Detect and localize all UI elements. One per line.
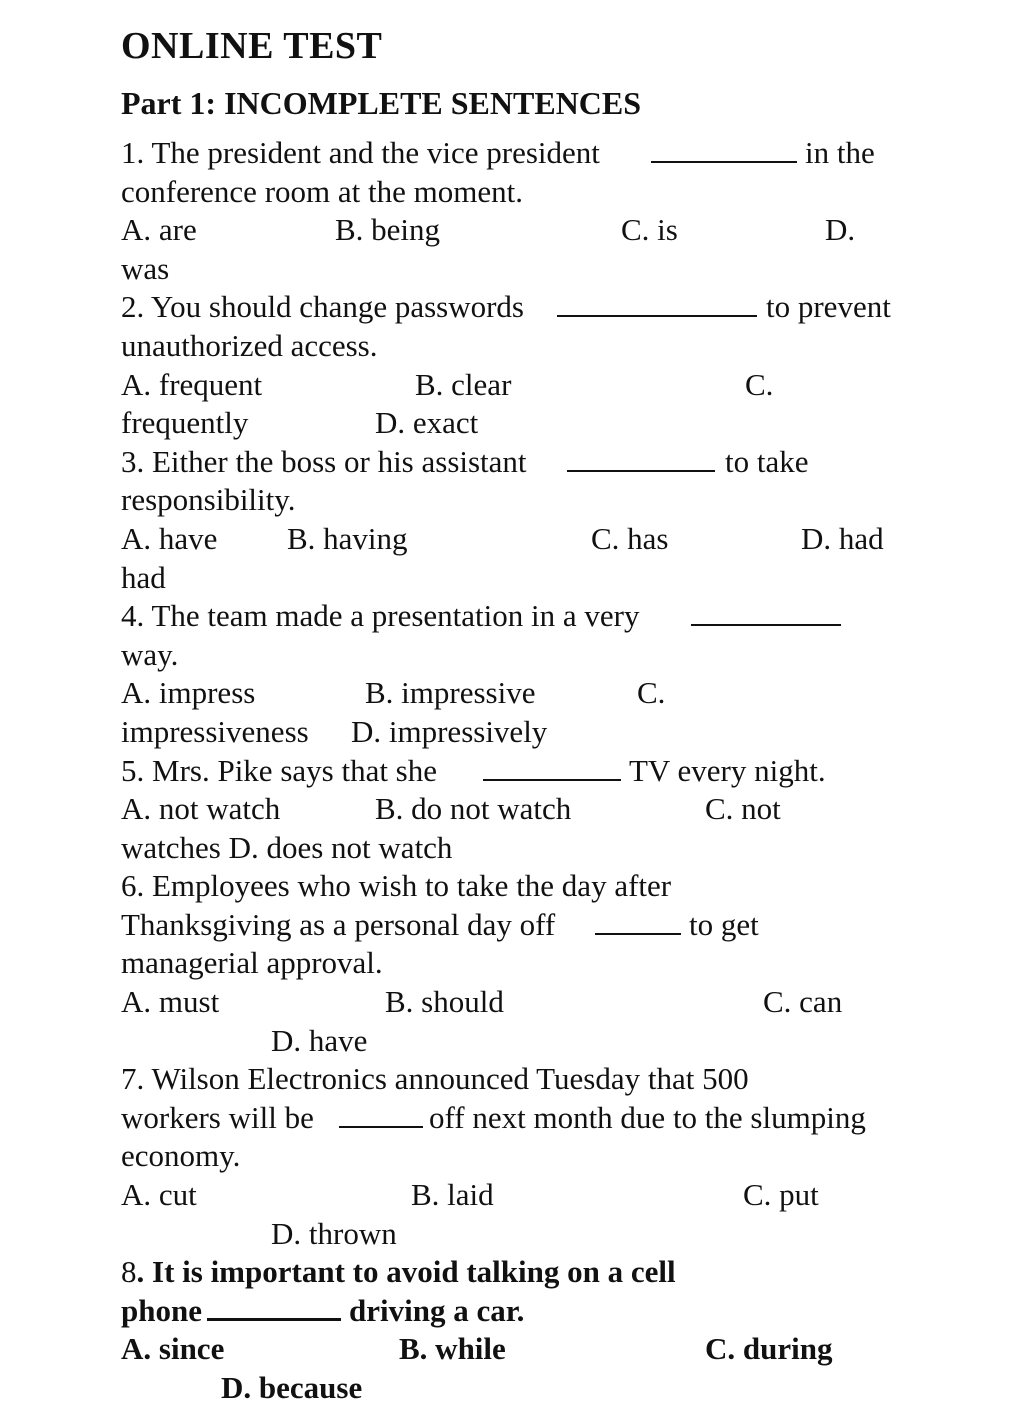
question-8-line-2 [121,1292,911,1331]
question-3-text-end: to take [725,443,809,479]
question-8-options-wrap [121,1369,911,1408]
question-7-options-wrap [121,1215,911,1254]
question-4-line-2 [121,636,911,675]
question-5-text: 5. Mrs. Pike says that she [121,752,438,788]
question-7-line-2 [121,1099,911,1138]
answer-blank [595,909,681,935]
answer-blank [691,600,841,626]
option-b: B. being [335,212,441,248]
question-6-text-final: managerial approval. [121,945,383,981]
option-c-text: watches [121,829,221,865]
option-d: D. impressively [351,713,548,749]
option-a: A. must [121,984,220,1020]
option-d: D. does not watch [228,829,453,865]
option-a: A. frequent [121,366,263,402]
option-c: C. [745,366,774,402]
option-c: C. has [591,520,669,556]
question-3-options [121,520,911,559]
question-2-options-wrap [121,404,911,443]
option-d: D. had [801,520,884,556]
question-7-text-cont: workers will be [121,1099,314,1135]
question-5-options [121,790,911,829]
option-d: D. have [271,1022,368,1058]
question-3-options-wrap [121,559,911,598]
answer-blank [207,1294,341,1321]
option-d: D. exact [375,405,479,441]
option-b: B. while [399,1331,506,1367]
question-6-text: 6. Employees who wish to take the day after [121,868,672,904]
question-1-options-wrap [121,250,911,289]
question-6-text-end: to get [689,906,759,942]
test-sheet [121,22,911,1408]
question-6-line-3 [121,944,911,983]
question-3-line-2 [121,481,911,520]
question-2-text: 2. You should change passwords [121,289,524,325]
question-5-text-end: TV every night. [629,752,826,788]
option-a: A. impress [121,675,256,711]
question-2-options [121,366,911,405]
option-c: C. [637,675,666,711]
question-2-line-1 [121,288,911,327]
question-7-line-3 [121,1137,911,1176]
option-c: C. can [763,984,843,1020]
answer-blank [339,1102,423,1128]
question-7-line-1 [121,1060,911,1099]
question-1-line-2 [121,173,911,212]
question-3-text-cont: responsibility. [121,482,296,518]
option-c-text: frequently [121,405,249,441]
question-1-text-end: in the [805,135,875,170]
question-7-text-final: economy. [121,1138,241,1174]
question-4-text: 4. The team made a presentation in a very [121,598,640,634]
option-a: A. cut [121,1177,197,1213]
option-b: B. clear [415,366,512,402]
question-2-text-end: to prevent [766,289,891,325]
option-b: B. impressive [365,675,536,711]
question-8-number: 8 [121,1254,137,1290]
option-b: B. laid [411,1177,494,1213]
question-6-options [121,983,911,1022]
question-8-text-cont: phone [121,1292,202,1328]
option-c: C. during [705,1331,833,1367]
question-5-options-wrap [121,829,911,868]
option-a: A. are [121,212,197,248]
option-c: C. put [743,1177,819,1213]
answer-blank [483,755,621,781]
question-6-line-1 [121,867,911,906]
question-4-options-wrap [121,713,911,752]
part-heading: Part 1: INCOMPLETE SENTENCES [121,85,642,121]
question-8-text: . It is important to avoid talking on a cell [136,1254,676,1290]
question-1-options [121,211,911,250]
question-1-text-cont: conference room at the moment. [121,173,523,209]
option-b: B. do not watch [375,791,572,827]
question-7-text-mid: off next month due to the slumping [429,1099,866,1135]
question-6-text-cont: Thanksgiving as a personal day off [121,906,556,942]
question-4-text-cont: way. [121,636,179,672]
answer-blank [567,446,715,472]
question-8-options [121,1330,911,1369]
option-a: A. have [121,520,218,556]
option-c: C. not [705,791,781,827]
question-4-line-1 [121,597,911,636]
option-d: D. because [221,1370,363,1405]
option-a: A. not watch [121,791,281,827]
question-5-line-1 [121,752,911,791]
option-d-text: was [121,250,170,286]
question-6-options-wrap [121,1022,911,1061]
option-b: B. having [287,520,408,556]
option-d: D. [825,212,856,248]
answer-blank [651,137,797,163]
option-d: D. thrown [271,1215,397,1251]
question-7-text: 7. Wilson Electronics announced Tuesday that 500 [121,1061,749,1097]
option-c-text: impressiveness [121,713,309,749]
page-title: ONLINE TEST [121,25,383,67]
answer-blank [557,291,757,317]
option-c: C. is [621,212,678,248]
question-1-text: 1. The president and the vice president [121,135,600,170]
question-6-line-2 [121,906,911,945]
question-7-options [121,1176,911,1215]
question-3-line-1 [121,443,911,482]
option-b: B. should [385,984,504,1020]
question-3-text: 3. Either the boss or his assistant [121,443,527,479]
question-2-text-cont: unauthorized access. [121,327,378,363]
option-extra: had [121,559,166,595]
question-8-text-end: driving a car. [349,1292,525,1328]
option-a: A. since [121,1331,225,1367]
question-1-line-1 [121,134,911,173]
question-2-line-2 [121,327,911,366]
question-8-line-1 [121,1253,911,1292]
question-4-options [121,674,911,713]
